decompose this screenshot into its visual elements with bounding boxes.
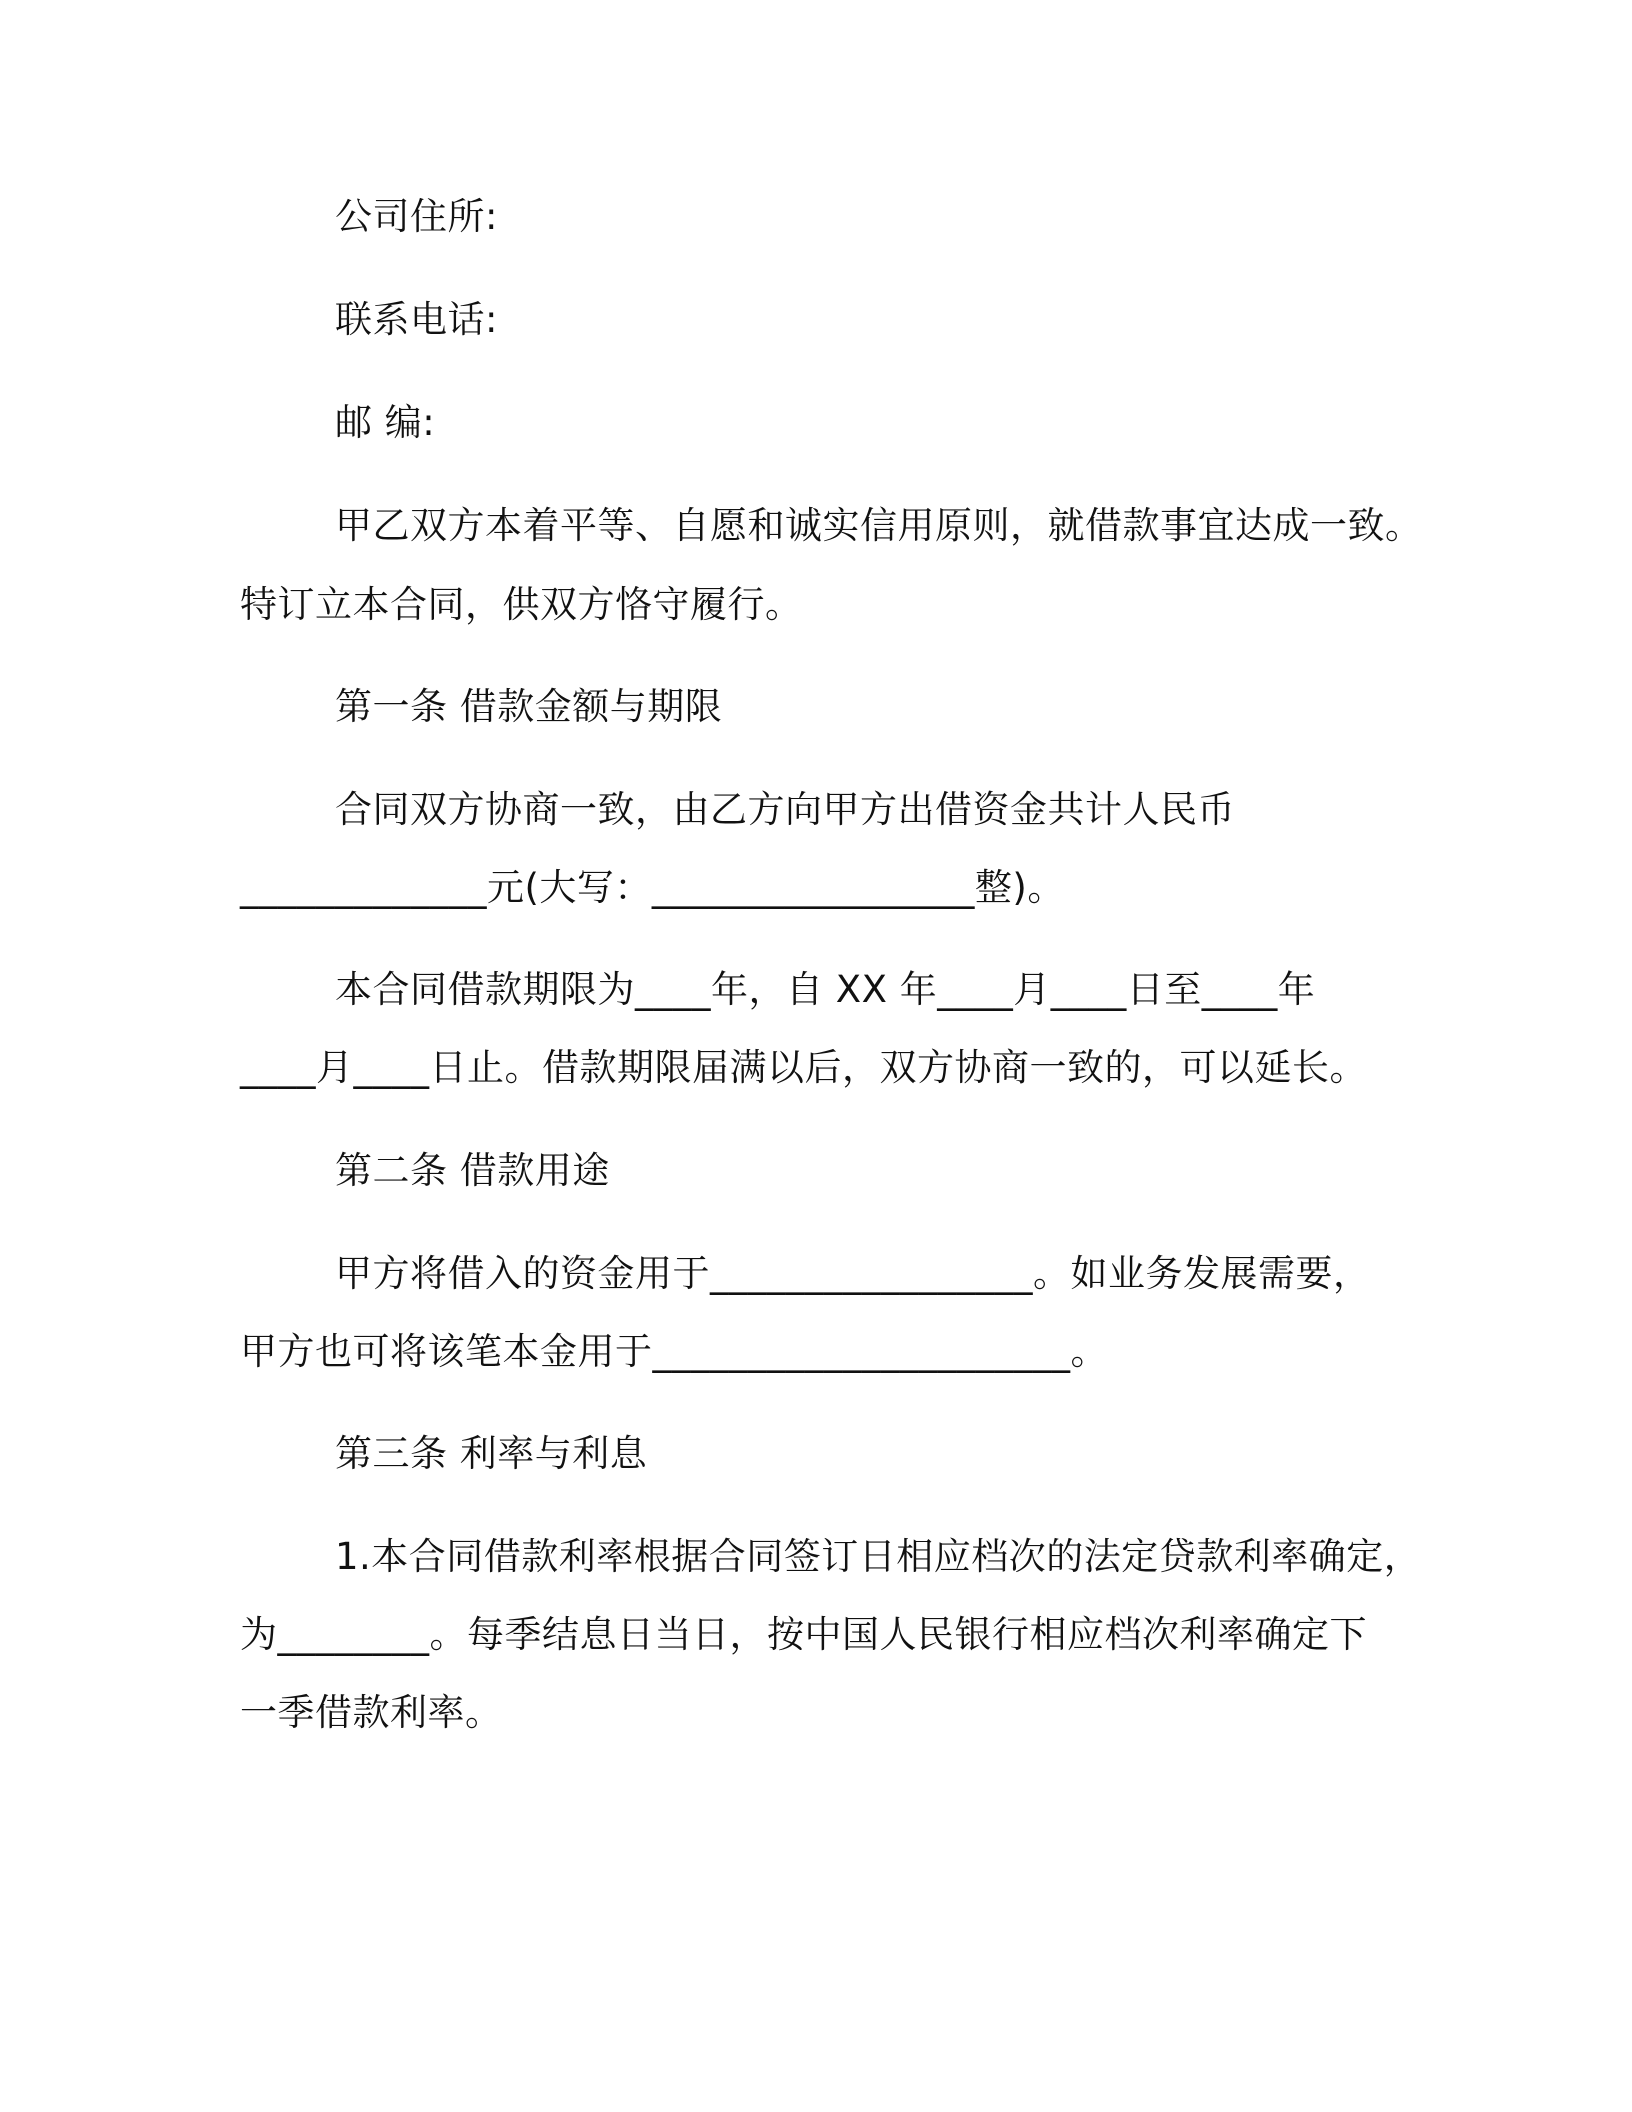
article-1-heading: 第一条 借款金额与期限 [335, 685, 723, 728]
preamble-line-1: 甲乙双方本着平等、自愿和诚实信用原则，就借款事宜达成一致。 [335, 504, 1423, 547]
article-1-para-1-line-2: _____________元(大写：_________________整)。 [240, 866, 1065, 909]
article-3-para-line-3: 一季借款利率。 [240, 1691, 503, 1734]
company-address-label: 公司住所: [335, 195, 498, 238]
contact-phone-label: 联系电话: [335, 298, 498, 341]
article-3-para-line-2: 为________。每季结息日当日，按中国人民银行相应档次利率确定下 [240, 1613, 1367, 1656]
postcode-label: 邮 编: [335, 401, 436, 444]
article-2-heading: 第二条 借款用途 [335, 1149, 610, 1192]
article-3-heading: 第三条 利率与利息 [335, 1432, 648, 1475]
preamble-line-2: 特订立本合同，供双方恪守履行。 [240, 583, 803, 626]
article-2-para-line-2: 甲方也可将该笔本金用于______________________。 [240, 1330, 1108, 1373]
article-1-para-1-line-1: 合同双方协商一致，由乙方向甲方出借资金共计人民币 [335, 788, 1235, 831]
article-1-para-2-line-1: 本合同借款期限为____年，自 XX 年____月____日至____年 [335, 968, 1316, 1011]
article-3-para-line-1: 1.本合同借款利率根据合同签订日相应档次的法定贷款利率确定， [335, 1535, 1422, 1578]
article-2-para-line-1: 甲方将借入的资金用于_________________。如业务发展需要， [335, 1252, 1371, 1295]
article-1-para-2-line-2: ____月____日止。借款期限届满以后，双方协商一致的，可以延长。 [240, 1046, 1367, 1089]
